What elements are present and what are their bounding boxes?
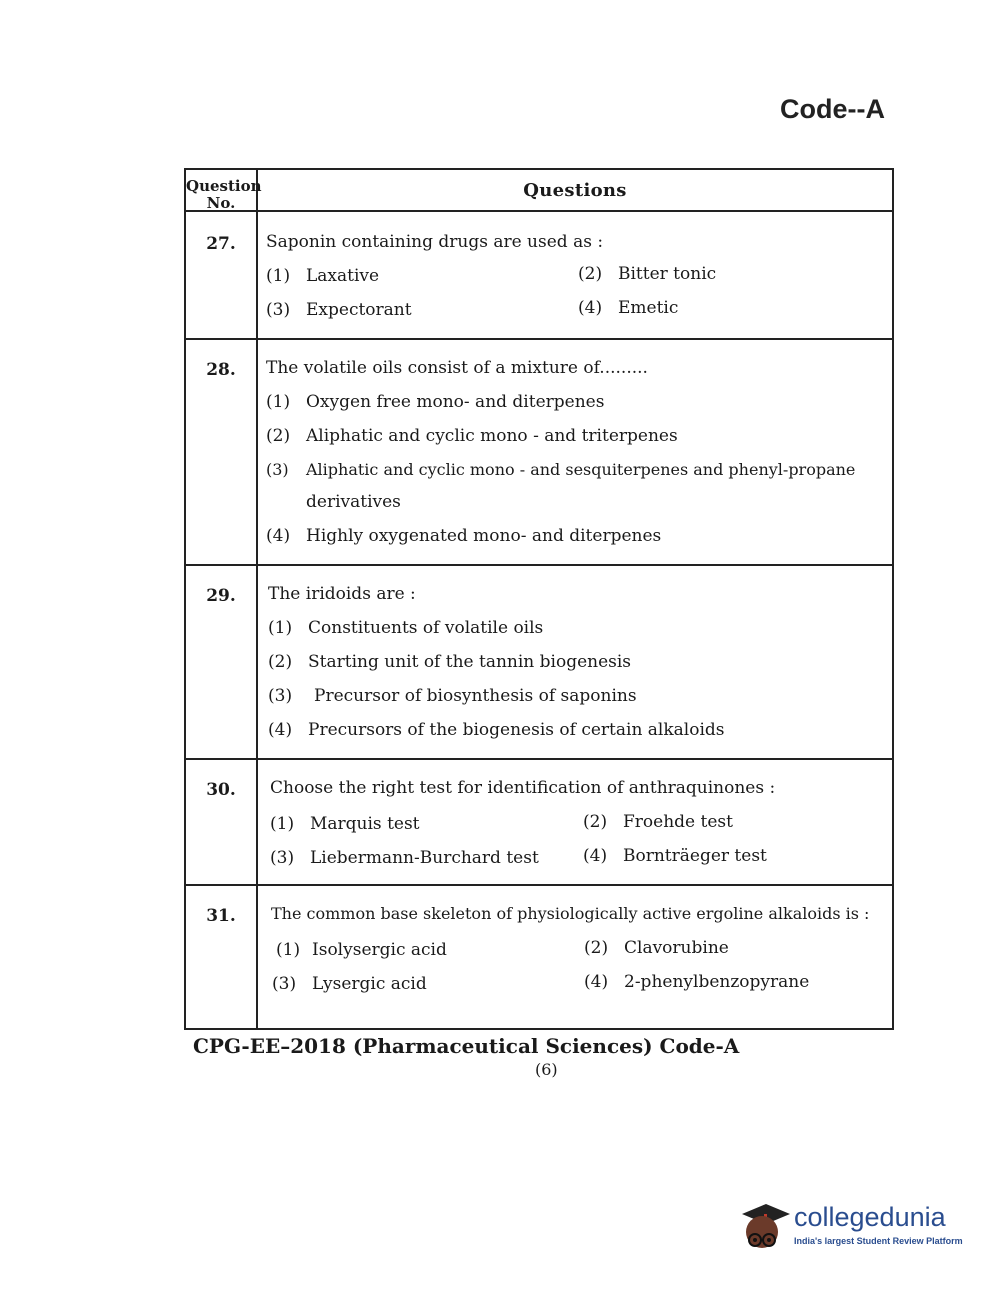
option-28-1: (1) Oxygen free mono- and diterpenes	[266, 392, 605, 412]
question-number-27: 27.	[206, 234, 236, 254]
option-27-4: (4) Emetic	[578, 298, 679, 318]
option-27-2: (2) Bitter tonic	[578, 264, 717, 284]
option-29-2: (2) Starting unit of the tannin biogenesis	[268, 652, 632, 672]
row-divider	[186, 338, 892, 340]
row-divider	[186, 884, 892, 886]
question-text-27: Saponin containing drugs are used as :	[266, 232, 604, 252]
question-number-30: 30.	[206, 780, 236, 800]
option-29-4: (4) Precursors of the biogenesis of certain alkaloids	[268, 720, 725, 740]
option-30-3: (3) Liebermann-Burchard test	[270, 848, 539, 868]
header-questions: Questions	[523, 180, 627, 201]
question-text-30: Choose the right test for identification of anthraquinones :	[270, 778, 776, 798]
header-question-no: Question No.	[186, 177, 262, 212]
column-divider	[256, 170, 258, 1028]
row-divider	[186, 210, 892, 212]
option-30-4: (4) Bornträeger test	[583, 846, 767, 866]
option-28-3: (3) Aliphatic and cyclic mono - and sesquiterpenes and phenyl-propane	[266, 460, 856, 479]
option-27-1: (1) Laxative	[266, 266, 380, 286]
page-number: (6)	[535, 1060, 558, 1079]
option-30-1: (1) Marquis test	[270, 814, 420, 834]
option-29-3: (3) Precursor of biosynthesis of saponins	[268, 686, 637, 706]
footer-exam-code: CPG-EE–2018 (Pharmaceutical Sciences) Code-A	[193, 1034, 740, 1058]
option-31-4: (4) 2-phenylbenzopyrane	[584, 972, 810, 992]
option-31-3: (3) Lysergic acid	[272, 974, 427, 994]
option-31-1: (1) Isolysergic acid	[276, 940, 447, 960]
question-number-29: 29.	[206, 586, 236, 606]
option-29-1: (1) Constituents of volatile oils	[268, 618, 544, 638]
question-text-29: The iridoids are :	[268, 584, 416, 604]
brand-logo	[738, 1198, 968, 1258]
question-number-31: 31.	[206, 906, 236, 926]
questions-table	[184, 168, 894, 1030]
option-28-3-continued: derivatives	[306, 492, 401, 512]
option-31-2: (2) Clavorubine	[584, 938, 729, 958]
row-divider	[186, 564, 892, 566]
question-text-28: The volatile oils consist of a mixture of.........	[266, 358, 648, 378]
question-text-31: The common base skeleton of physiologically active ergoline alkaloids is :	[271, 904, 870, 923]
brand-name: collegedunia	[794, 1202, 946, 1232]
option-28-4: (4) Highly oxygenated mono- and diterpenes	[266, 526, 662, 546]
mascot-icon	[738, 1198, 792, 1258]
option-27-3: (3) Expectorant	[266, 300, 412, 320]
option-28-2: (2) Aliphatic and cyclic mono - and triterpenes	[266, 426, 678, 446]
code-label: Code--A	[780, 94, 885, 124]
row-divider	[186, 758, 892, 760]
question-number-28: 28.	[206, 360, 236, 380]
brand-tagline: India's largest Student Review Platform	[794, 1236, 963, 1246]
option-30-2: (2) Froehde test	[583, 812, 733, 832]
